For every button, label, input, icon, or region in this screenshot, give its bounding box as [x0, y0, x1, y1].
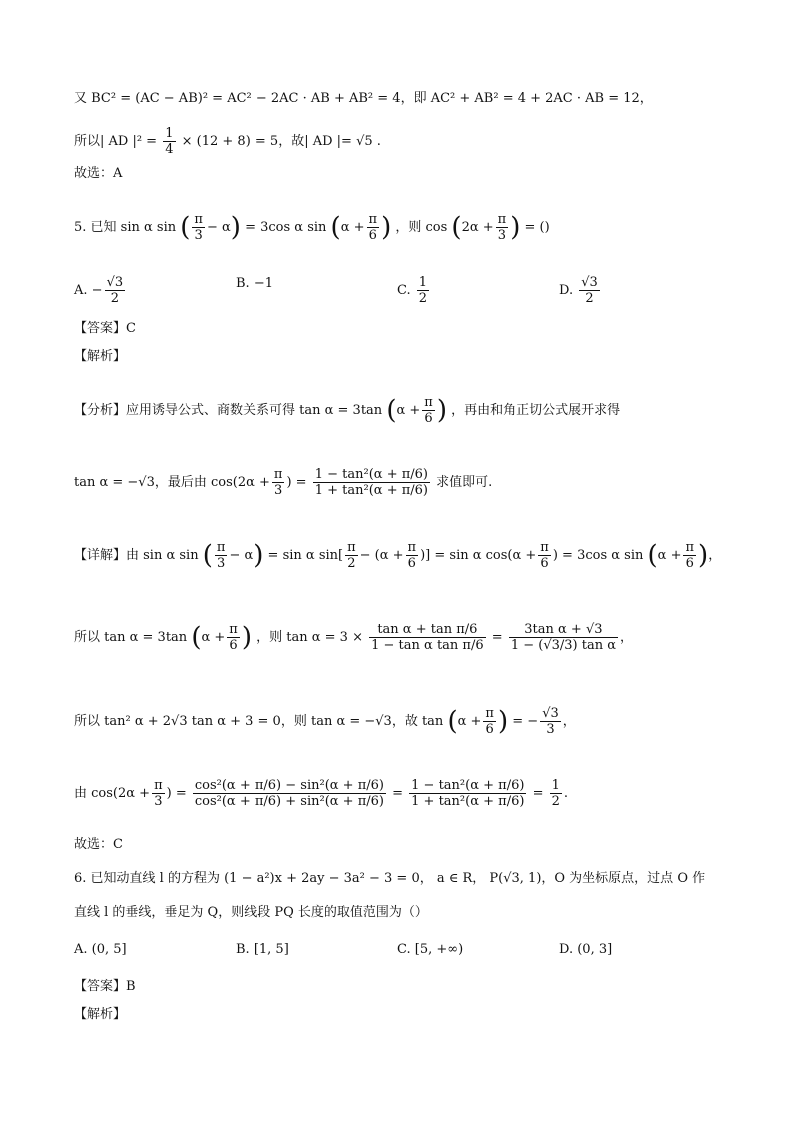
q5-detail-1-d: )] = sin α cos(α +	[420, 548, 537, 563]
q5-option-a-frac	[105, 275, 126, 306]
q5-analysis-2-c: 求值即可.	[436, 475, 493, 490]
q6-stem-1: 6. 已知动直线 l 的方程为 (1 − a²)x + 2ay − 3a² − 3 = 0， a ∈ R， P(√3, 1)，O 为坐标原点，过点 O 作	[74, 871, 706, 886]
prev-line-1: 又 BC² = (AC − AB)² = AC² − 2AC · AB + AB² = 4，即 AC² + AB² = 4 + 2AC · AB = 12，	[74, 91, 653, 106]
pi-over-6	[367, 212, 380, 243]
paren-open: (	[191, 622, 202, 653]
q5-detail-3-frac	[540, 706, 561, 737]
paren-close: )	[698, 540, 709, 571]
paren-close: )	[381, 212, 392, 243]
pi-over-6-den: 6	[424, 411, 433, 426]
pi-over-6-den: 6	[485, 722, 494, 737]
q5-detail-2-d: ，	[619, 630, 633, 645]
pi-over-3	[272, 467, 285, 498]
q5-option-a-sign: −	[91, 283, 103, 298]
q5-stem-b: = 3cos α sin	[245, 220, 327, 235]
pi-over-6	[406, 540, 419, 571]
pi-over-3	[192, 212, 205, 243]
q6-option-a: A. (0, 5]	[74, 942, 127, 957]
q5-stem-a: 5. 已知 sin α sin	[74, 220, 177, 235]
q5-detail-1-c: − (α +	[359, 548, 404, 563]
paren-open: (	[447, 706, 458, 737]
q5-detail-4-frac-3-num: 1	[551, 778, 560, 793]
pi-over-3-den: 3	[497, 228, 507, 243]
pi-over-3-den: 3	[154, 794, 163, 809]
q5-detail-2-b: ，则 tan α = 3 ×	[256, 630, 363, 645]
q5-option-d	[559, 275, 602, 306]
paren-close: )	[436, 395, 447, 426]
pi-over-6-den: 6	[685, 556, 694, 571]
prev-fraction-den: 4	[165, 142, 174, 157]
pi-over-6	[683, 540, 696, 571]
q5-analysis-2-num: 1 − tan²(α + π/6)	[314, 467, 428, 482]
pi-over-3	[496, 212, 509, 243]
q5-detail-2-frac-1-num: tan α + tan π/6	[369, 622, 486, 638]
q5-detail-4-frac-1-den: cos²(α + π/6) + sin²(α + π/6)	[194, 794, 384, 809]
pi-over-3-num: π	[194, 212, 203, 227]
q5-option-c-label: C.	[397, 283, 411, 298]
prev-line-2	[74, 126, 381, 157]
prev-fraction	[163, 126, 175, 157]
pi-over-6-num: π	[368, 212, 378, 227]
pi-over-6-num: π	[407, 540, 417, 555]
q5-detail-3-den: 3	[546, 722, 555, 737]
q5-detail-3-num: √3	[542, 706, 559, 721]
q5-detail-2-c: =	[491, 630, 503, 645]
q5-detail-2-frac-1-den: 1 − tan α tan π/6	[371, 638, 484, 653]
q5-minus-alpha: − α	[229, 548, 254, 563]
q5-stem-d: = ()	[524, 220, 550, 235]
q5-stem-c: ，则 cos	[395, 220, 448, 235]
pi-over-2-num: π	[347, 540, 356, 555]
paren-close: )	[230, 212, 241, 243]
q5-alpha-plus: α +	[396, 403, 421, 418]
pi-over-6-num: π	[485, 706, 494, 721]
paren-open: (	[386, 395, 397, 426]
paren-open: (	[202, 540, 213, 571]
q5-analysis-2-frac	[313, 467, 430, 498]
q5-detail-4-frac-1	[193, 778, 386, 809]
q5-option-a-label: A.	[74, 283, 88, 298]
q6-option-d: D. (0, 3]	[559, 942, 613, 957]
q5-stem	[74, 212, 550, 243]
q5-detail-4-frac-2-den: 1 + tan²(α + π/6)	[411, 794, 525, 809]
paren-open: (	[330, 212, 341, 243]
q5-analysis-2-b: ) =	[286, 475, 307, 490]
q5-analysis-1-a: 【分析】应用诱导公式、商数关系可得 tan α = 3tan	[74, 403, 383, 418]
pi-over-6	[483, 706, 496, 737]
pi-over-6-num: π	[540, 540, 549, 555]
q5-detail-4	[74, 778, 568, 809]
q5-detail-4-a: 由 cos(2α +	[74, 786, 151, 801]
q5-option-c-num: 1	[418, 275, 428, 290]
q5-detail-1-f: ，	[708, 548, 722, 563]
q5-option-b: B. −1	[236, 276, 273, 291]
pi-over-3-num: π	[216, 540, 226, 555]
pi-over-6-num: π	[229, 622, 238, 637]
q5-option-d-frac	[579, 275, 600, 306]
q5-option-d-den: 2	[585, 291, 594, 306]
pi-over-3-den: 3	[274, 483, 283, 498]
pi-over-3-num: π	[154, 778, 163, 793]
pi-over-6-den: 6	[407, 556, 416, 571]
q5-option-c-frac	[417, 275, 429, 306]
prev-fraction-num: 1	[165, 126, 174, 141]
q5-option-d-num: √3	[581, 275, 598, 290]
paren-close: )	[510, 212, 521, 243]
paren-close: )	[241, 622, 252, 653]
q5-analysis-head: 【解析】	[74, 349, 127, 364]
q5-analysis-2-a: tan α = −√3，最后由 cos(2α +	[74, 475, 270, 490]
pi-over-6	[422, 395, 435, 426]
q6-stem-2: 直线 l 的垂线，垂足为 Q，则线段 PQ 长度的取值范围为（）	[74, 905, 428, 920]
q5-detail-3	[74, 706, 576, 737]
q5-choose: 故选：C	[74, 837, 123, 852]
q6-answer: 【答案】B	[74, 979, 136, 994]
prev-line-2-a: 所以| AD |² =	[74, 134, 158, 149]
pi-over-6-den: 6	[229, 638, 238, 653]
q5-detail-4-c: =	[392, 786, 404, 801]
pi-over-6-den: 6	[368, 228, 377, 243]
q5-detail-1	[74, 540, 721, 571]
pi-over-3-den: 3	[217, 556, 226, 571]
q5-alpha-plus: α +	[457, 714, 482, 729]
pi-over-2	[345, 540, 358, 571]
q6-analysis-head: 【解析】	[74, 1007, 127, 1022]
q5-option-a	[74, 275, 127, 306]
prev-choose: 故选：A	[74, 166, 123, 181]
q5-detail-3-b: = −	[512, 714, 539, 729]
q5-detail-1-b: = sin α sin[	[267, 548, 344, 563]
pi-over-2-den: 2	[347, 556, 356, 571]
q5-detail-4-frac-2-num: 1 − tan²(α + π/6)	[411, 778, 525, 793]
q6-option-c: C. [5, +∞)	[397, 942, 464, 957]
q5-detail-2	[74, 622, 633, 653]
q5-two-alpha-plus: 2α +	[461, 220, 494, 235]
paren-close: )	[253, 540, 264, 571]
prev-line-2-b: × (12 + 8) = 5，故| AD |= √5 .	[181, 134, 381, 149]
q5-option-c-den: 2	[418, 291, 428, 306]
paren-open: (	[647, 540, 658, 571]
q5-option-c	[397, 275, 431, 306]
q5-analysis-2	[74, 467, 492, 498]
q5-detail-4-e: .	[563, 786, 569, 801]
q5-detail-2-frac-2-num: 3tan α + √3	[509, 622, 618, 638]
q5-detail-2-frac-2-den: 1 − (√3/3) tan α	[510, 638, 616, 653]
pi-over-3-num: π	[273, 467, 283, 482]
q5-analysis-2-den: 1 + tan²(α + π/6)	[314, 483, 428, 498]
q5-detail-4-b: ) =	[166, 786, 187, 801]
pi-over-6-num: π	[424, 395, 433, 410]
pi-over-3	[152, 778, 165, 809]
q5-analysis-1	[74, 395, 620, 426]
pi-over-3-num: π	[497, 212, 507, 227]
q6-option-b: B. [1, 5]	[236, 942, 289, 957]
q5-detail-4-frac-3-den: 2	[551, 794, 560, 809]
q5-detail-4-frac-3	[550, 778, 562, 809]
q5-detail-2-frac-1	[369, 622, 486, 653]
q5-detail-1-e: ) = 3cos α sin	[552, 548, 644, 563]
pi-over-6-num: π	[685, 540, 695, 555]
paren-open: (	[180, 212, 191, 243]
q5-minus-alpha: − α	[206, 220, 231, 235]
pi-over-6-den: 6	[540, 556, 549, 571]
q5-option-d-label: D.	[559, 283, 574, 298]
q5-analysis-1-b: ，再由和角正切公式展开求得	[451, 403, 621, 418]
q5-answer: 【答案】C	[74, 321, 136, 336]
q5-detail-4-d: =	[532, 786, 544, 801]
pi-over-6	[227, 622, 240, 653]
pi-over-3	[215, 540, 228, 571]
q5-detail-3-c: ，	[562, 714, 576, 729]
q5-alpha-plus: α +	[340, 220, 365, 235]
q5-detail-4-frac-2	[409, 778, 526, 809]
paren-open: (	[451, 212, 462, 243]
q5-detail-2-frac-2	[509, 622, 618, 653]
pi-over-6	[538, 540, 551, 571]
q5-option-a-num: √3	[106, 275, 124, 290]
q5-detail-2-a: 所以 tan α = 3tan	[74, 630, 188, 645]
q5-detail-3-a: 所以 tan² α + 2√3 tan α + 3 = 0，则 tan α = −√3，故 tan	[74, 714, 444, 729]
pi-over-3-den: 3	[194, 228, 203, 243]
paren-close: )	[497, 706, 509, 737]
q5-detail-1-a: 【详解】由 sin α sin	[74, 548, 199, 563]
q5-alpha-plus: α +	[201, 630, 226, 645]
q5-option-a-den: 2	[110, 291, 119, 306]
q5-alpha-plus: α +	[657, 548, 682, 563]
q5-detail-4-frac-1-num: cos²(α + π/6) − sin²(α + π/6)	[194, 778, 384, 793]
